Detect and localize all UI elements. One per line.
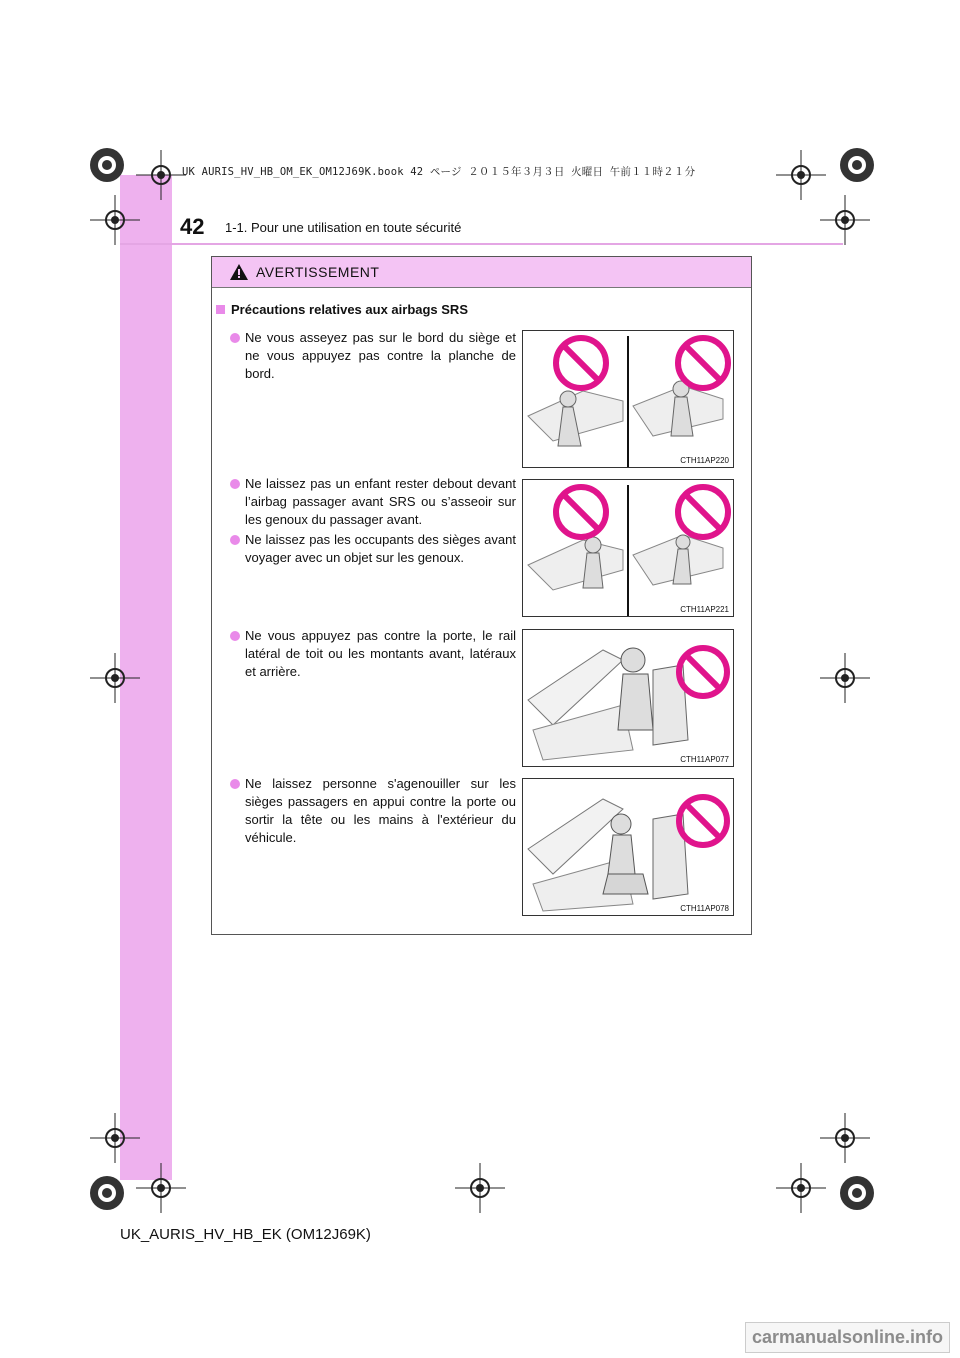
registration-mark-icon <box>820 195 870 245</box>
item-text: Ne vous asseyez pas sur le bord du siège et ne vous appuyez pas contre la planche de bord. <box>245 330 516 381</box>
bullet-icon <box>230 631 240 641</box>
print-stamp: UK AURIS_HV_HB_OM_EK_OM12J69K.book 42 ページ ２０１５年３月３日 火曜日 午前１１時２１分 <box>182 166 696 178</box>
car-interior-illustration-icon <box>523 480 733 616</box>
subheading-text: Précautions relatives aux airbags SRS <box>231 302 468 317</box>
illustration-code: CTH11AP078 <box>680 904 729 913</box>
list-item <box>230 531 516 567</box>
registration-mark-icon <box>776 150 826 200</box>
watermark[interactable]: carmanualsonline.info <box>745 1322 950 1353</box>
subheading <box>216 302 468 317</box>
registration-mark-icon <box>90 653 140 703</box>
bullet-icon <box>230 779 240 789</box>
registration-mark-icon <box>820 653 870 703</box>
illustration-kneeling-seat <box>522 778 734 916</box>
warning-title: AVERTISSEMENT <box>256 264 380 280</box>
illustration-child-standing <box>522 479 734 617</box>
illustration-code: CTH11AP077 <box>680 755 729 764</box>
item-text: Ne laissez pas un enfant rester debout devant l’airbag passager avant SRS ou s’asseoir sur les genoux du passager avant. <box>245 476 516 527</box>
item-text: Ne laissez personne s'agenouiller sur les sièges passagers en appui contre la porte ou sortir la tête ou les mains à l'extérieur du véhicule. <box>245 776 516 845</box>
illustration-leaning-door <box>522 629 734 767</box>
car-interior-illustration-icon <box>523 630 733 766</box>
registration-mark-icon <box>82 1168 132 1218</box>
car-interior-illustration-icon <box>523 331 733 467</box>
illustration-code: CTH11AP221 <box>680 605 729 614</box>
bullet-icon <box>230 535 240 545</box>
footer-model-code: UK_AURIS_HV_HB_EK (OM12J69K) <box>120 1226 371 1243</box>
registration-mark-icon <box>82 140 132 190</box>
warning-triangle-icon <box>230 264 248 280</box>
illustration-sitting-edge <box>522 330 734 468</box>
registration-mark-icon <box>455 1163 505 1213</box>
bullet-icon <box>230 479 240 489</box>
bullet-icon <box>230 333 240 343</box>
registration-mark-icon <box>832 140 882 190</box>
registration-mark-icon <box>136 150 186 200</box>
list-item <box>230 627 516 681</box>
list-item <box>230 775 516 847</box>
list-item <box>230 475 516 529</box>
registration-mark-icon <box>820 1113 870 1163</box>
registration-mark-icon <box>832 1168 882 1218</box>
item-text: Ne laissez pas les occupants des sièges avant voyager avec un objet sur les genoux. <box>245 532 516 565</box>
illustration-code: CTH11AP220 <box>680 456 729 465</box>
registration-mark-icon <box>136 1163 186 1213</box>
registration-mark-icon <box>90 195 140 245</box>
car-interior-illustration-icon <box>523 779 733 915</box>
warning-box <box>211 256 752 935</box>
square-bullet-icon <box>216 305 225 314</box>
registration-mark-icon <box>90 1113 140 1163</box>
registration-mark-icon <box>776 1163 826 1213</box>
list-item <box>230 329 516 383</box>
header-rule <box>120 243 843 245</box>
warning-header <box>212 257 751 288</box>
item-text: Ne vous appuyez pas contre la porte, le rail latéral de toit ou les montants avant, latéraux et arrière. <box>245 628 516 679</box>
page-number: 42 <box>180 214 205 239</box>
section-title: 1-1. Pour une utilisation en toute sécurité <box>225 220 462 235</box>
